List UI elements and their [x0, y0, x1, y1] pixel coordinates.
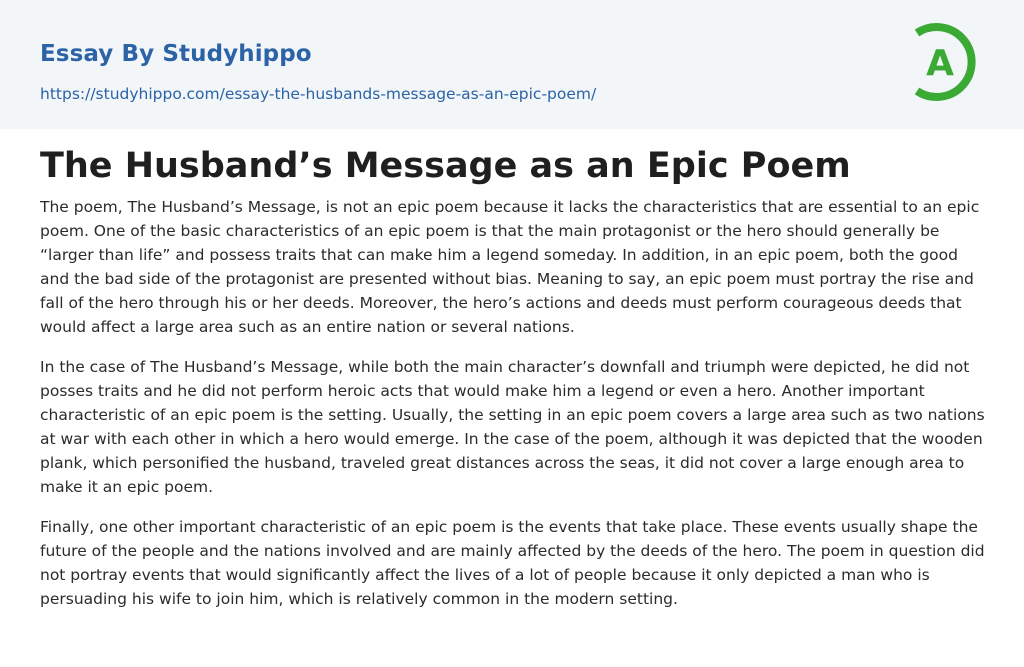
- essay-paragraph-2: In the case of The Husband’s Message, while both the main character’s downfall and triumph were depicted, he did not posses traits and he did not perform heroic acts that would make him a legend or even a hero. Another important characteristic of an epic poem is the setting. Usually, the setting in an epic poem covers a large area such as two nations at war with each other in which a hero would emerge. In the case of the poem, although it was depicted that the wooden plank, which personified the husband, traveled great distances across the seas, it did not cover a large enough area to make it an epic poem.: [40, 358, 985, 496]
- essay-url-link[interactable]: https://studyhippo.com/essay-the-husbands-message-as-an-epic-poem/: [40, 85, 597, 103]
- essay-paragraph-3: Finally, one other important characteristic of an epic poem is the events that take place. These events usually shape the future of the people and the nations involved and are mainly affected by the deeds of the hero. The poem in question did not portray events that would significantly affect the lives of a lot of people because it only depicted a man who is persuading his wife to join him, which is relatively common in the modern setting.: [40, 518, 985, 608]
- site-header: [0, 0, 1024, 129]
- site-name[interactable]: Essay By Studyhippo: [40, 41, 312, 67]
- essay-paragraph-1: The poem, The Husband’s Message, is not an epic poem because it lacks the characteristics that are essential to an epic poem. One of the basic characteristics of an epic poem is that the main protagonist or the hero should generally be “larger than life” and possess traits that can make him a legend someday. In addition, in an epic poem, both the good and the bad side of the protagonist are presented without bias. Meaning to say, an epic poem must portray the rise and fall of the hero through his or her deeds. Moreover, the hero’s actions and deeds must perform courageous deeds that would affect a large area such as an entire nation or several nations.: [40, 198, 980, 336]
- logo-letter: A: [926, 43, 954, 84]
- essay-body: [40, 195, 988, 627]
- essay-title: The Husband’s Message as an Epic Poem: [40, 146, 851, 186]
- studyhippo-logo-icon[interactable]: [912, 19, 986, 105]
